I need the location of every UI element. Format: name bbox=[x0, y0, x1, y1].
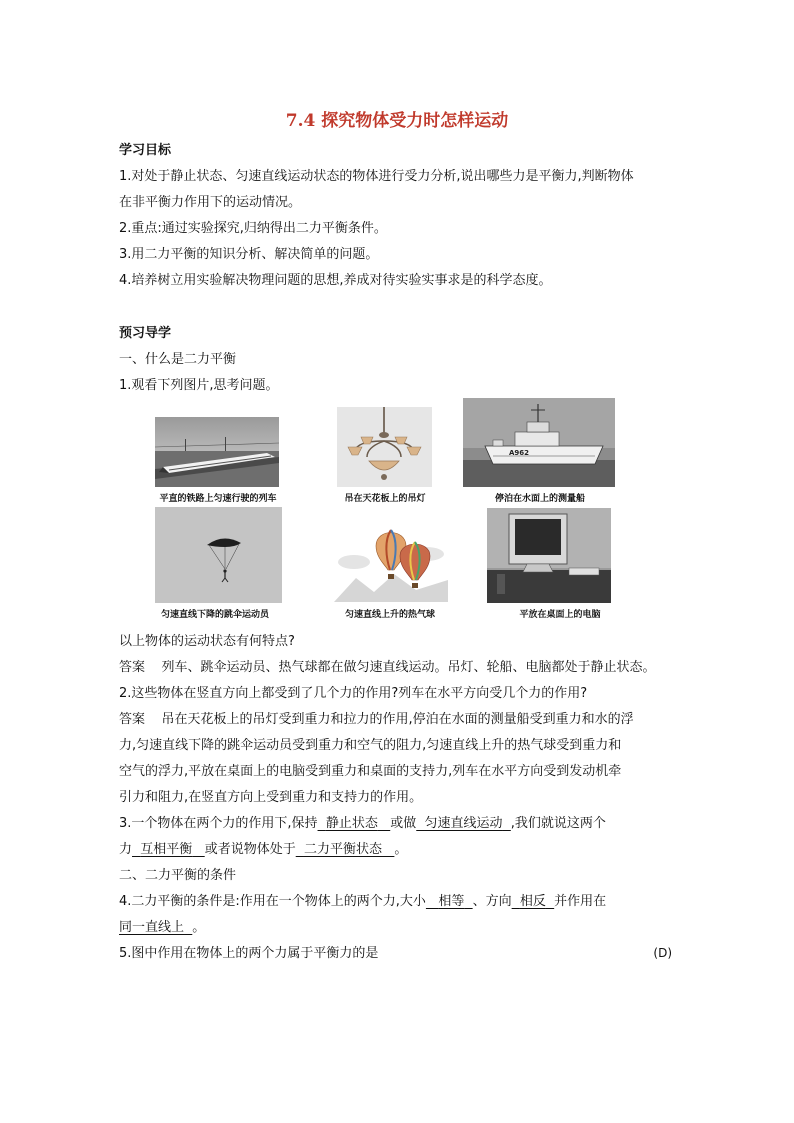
blank-static-state bbox=[318, 816, 391, 831]
computer-photo bbox=[487, 508, 611, 603]
goals-heading: 学习目标 bbox=[119, 143, 172, 158]
question-3-line-1 bbox=[119, 815, 606, 833]
q3-text-d: ,我们就说这两个 bbox=[510, 816, 606, 831]
caption-ship: 停泊在水面上的测量船 bbox=[494, 494, 585, 504]
q3-text-a: 3.一个物体在两个力的作用下,保持 bbox=[119, 816, 318, 831]
ship-number: A962 bbox=[509, 449, 530, 457]
page-title: 7.4 探究物体受力时怎样运动 bbox=[285, 111, 509, 131]
answer-2-text-1: 吊在天花板上的吊灯受到重力和拉力的作用,停泊在水面的测量船受到重力和水的浮 bbox=[161, 712, 634, 727]
goal-3: 3.用二力平衡的知识分析、解决简单的问题。 bbox=[119, 247, 379, 262]
caption-chandelier: 吊在天花板上的吊灯 bbox=[344, 494, 426, 504]
parachute-photo bbox=[155, 507, 282, 603]
q3-fill-4: 二力平衡状态 bbox=[303, 842, 382, 857]
answer-1-text: 列车、跳伞运动员、热气球都在做匀速直线运动。吊灯、轮船、电脑都处于静止状态。 bbox=[161, 660, 656, 675]
q4-text-a: 4.二力平衡的条件是:作用在一个物体上的两个力,大小 bbox=[119, 894, 426, 909]
q4-text-c: 、方向 bbox=[472, 894, 512, 909]
answer-2-label: 答案 bbox=[119, 712, 146, 727]
blank-uniform-motion bbox=[416, 816, 511, 831]
q3-text-c: 或做 bbox=[390, 816, 417, 831]
preview-heading: 预习导学 bbox=[119, 326, 172, 341]
answer-2-line-3: 空气的浮力,平放在桌面上的电脑受到重力和桌面的支持力,列车在水平方向受到发动机牵 bbox=[119, 764, 622, 779]
question-1: 1.观看下列图片,思考问题。 bbox=[119, 378, 279, 393]
question-4-line-2 bbox=[119, 919, 205, 937]
goal-1-line-2: 在非平衡力作用下的运动情况。 bbox=[119, 195, 302, 210]
blank-same-line bbox=[119, 920, 192, 935]
blank-balance-state bbox=[296, 842, 395, 857]
train-photo bbox=[155, 417, 279, 487]
answer-2-line-2: 力,匀速直线下降的跳伞运动员受到重力和空气的阻力,匀速直线上升的热气球受到重力和 bbox=[119, 738, 622, 753]
question-1b: 以上物体的运动状态有何特点? bbox=[119, 634, 295, 649]
answer-1 bbox=[119, 659, 656, 677]
q3-fill-1: 静止状态 bbox=[325, 816, 378, 831]
q3-fill-3: 互相平衡 bbox=[140, 842, 193, 857]
q3-text-e: 力 bbox=[119, 842, 133, 857]
q3-text-g: 。 bbox=[394, 842, 408, 857]
caption-train: 平直的铁路上匀速行驶的列车 bbox=[159, 494, 277, 504]
question-5-answer: (D) bbox=[653, 946, 672, 960]
caption-parachutist: 匀速直线下降的跳伞运动员 bbox=[160, 610, 269, 620]
question-5: 5.图中作用在物体上的两个力属于平衡力的是 bbox=[119, 946, 379, 961]
caption-balloon: 匀速直线上升的热气球 bbox=[344, 610, 435, 620]
caption-computer: 平放在桌面上的电脑 bbox=[519, 610, 601, 620]
part2-heading: 二、二力平衡的条件 bbox=[119, 868, 237, 883]
answer-2-line-4: 引力和阻力,在竖直方向上受到重力和支持力的作用。 bbox=[119, 790, 423, 805]
goal-2: 2.重点:通过实验探究,归纳得出二力平衡条件。 bbox=[119, 221, 387, 236]
q4-fill-1: 相等 bbox=[438, 894, 465, 909]
q3-fill-2: 匀速直线运动 bbox=[424, 816, 503, 831]
q4-fill-3: 同一直线上 bbox=[119, 920, 185, 935]
balloon-photo bbox=[334, 512, 448, 602]
answer-2-line-1 bbox=[119, 711, 634, 729]
chandelier-photo bbox=[337, 407, 432, 487]
question-4-line-1 bbox=[119, 893, 606, 911]
blank-mutual-balance bbox=[132, 842, 205, 857]
goal-4: 4.培养树立用实验解决物理问题的思想,养成对待实验实事求是的科学态度。 bbox=[119, 273, 552, 288]
q4-text-d: 并作用在 bbox=[554, 894, 607, 909]
ship-photo bbox=[463, 398, 615, 487]
q4-fill-2: 相反 bbox=[519, 894, 546, 909]
question-3-line-2 bbox=[119, 841, 407, 859]
q4-text-e: 。 bbox=[192, 920, 206, 935]
goal-1-line-1: 1.对处于静止状态、匀速直线运动状态的物体进行受力分析,说出哪些力是平衡力,判断物体 bbox=[119, 169, 634, 184]
part1-heading: 一、什么是二力平衡 bbox=[119, 352, 237, 367]
question-2: 2.这些物体在竖直方向上都受到了几个力的作用?列车在水平方向受几个力的作用? bbox=[119, 686, 588, 701]
answer-1-label: 答案 bbox=[119, 660, 146, 675]
q3-text-f: 或者说物体处于 bbox=[204, 842, 296, 857]
blank-equal bbox=[426, 894, 473, 909]
blank-opposite bbox=[512, 894, 555, 909]
